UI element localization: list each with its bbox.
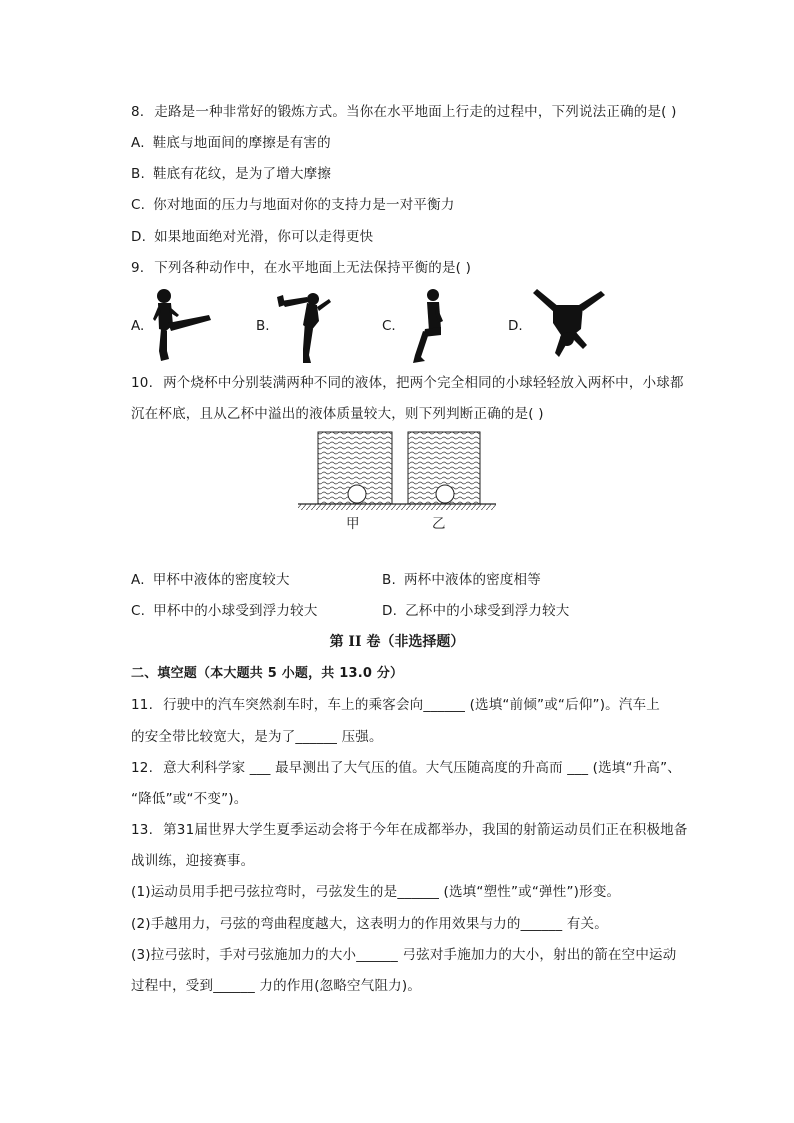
q12-line1	[131, 758, 681, 778]
q8-stem: 走路是一种非常好的锻炼方式。当你在水平地面上行走的过程中，下列说法正确的是( )	[154, 104, 677, 120]
q10-option-a	[131, 570, 290, 590]
q10-option-d	[382, 601, 570, 621]
q9-stem: 下列各种动作中，在水平地面上无法保持平衡的是( )	[154, 260, 472, 276]
option-label: C.	[131, 197, 146, 213]
q10-stem-1: 两个烧杯中分别装满两种不同的液体，把两个完全相同的小球轻轻放入两杯中，小球都	[163, 375, 684, 391]
q10-number: 10.	[131, 375, 154, 391]
q13-line2	[131, 851, 254, 871]
q11-text-2: 的安全带比较宽大，是为了______ 压强。	[131, 729, 383, 745]
option-label: B.	[382, 572, 396, 588]
q9-option-b-label: B.	[256, 318, 270, 334]
ball-jia	[348, 485, 366, 503]
option-label: D.	[382, 603, 398, 619]
q8-option-d	[131, 227, 373, 247]
q13-line1	[131, 820, 688, 840]
option-label: B.	[131, 166, 145, 182]
q13-number: 13.	[131, 822, 154, 838]
option-text: 如果地面绝对光滑，你可以走得更快	[154, 229, 374, 245]
section-heading: 二、填空题（本大题共 5 小题，共 13.0 分）	[131, 666, 404, 681]
option-text: 鞋底有花纹，是为了增大摩擦	[152, 166, 332, 182]
q12-number: 12.	[131, 760, 154, 776]
q13-text-1: 第31届世界大学生夏季运动会将于今年在成都举办，我国的射箭运动员们正在积极地备	[163, 822, 688, 838]
q10-option-c	[131, 601, 318, 621]
q9-option-c-label: C.	[382, 318, 396, 334]
q13-sub1: (1)运动员用手把弓弦拉弯时，弓弦发生的是______ (选填“塑性”或“弹性”)形变。	[131, 884, 621, 900]
q12-line2	[131, 789, 247, 809]
option-label: A.	[131, 135, 145, 151]
beaker-diagram	[298, 430, 498, 512]
q8-option-c	[131, 195, 455, 215]
option-text: 你对地面的压力与地面对你的支持力是一对平衡力	[153, 197, 455, 213]
q11-line1	[131, 695, 660, 715]
option-text: 甲杯中液体的密度较大	[152, 572, 290, 588]
q12-text-2: “降低”或“不变”)。	[131, 791, 248, 807]
q9-figure-row	[131, 285, 631, 365]
q11-text-1: 行驶中的汽车突然刹车时，车上的乘客会向______ (选填“前倾”或“后仰”)。汽车上	[163, 697, 660, 713]
q12-text-1: 意大利科学家 ___ 最早测出了大气压的值。大气压随高度的升高而 ___ (选填“升高”、	[163, 760, 681, 776]
dancer-figure-icon	[273, 285, 339, 365]
q9-option-a-label: A.	[131, 318, 145, 334]
breakdance-figure-icon	[531, 287, 607, 361]
q8-number: 8.	[131, 104, 145, 120]
beaker-label-jia: 甲	[346, 516, 360, 532]
sitting-figure-icon	[401, 285, 451, 365]
option-label: A.	[131, 572, 145, 588]
kicking-figure-icon	[149, 285, 215, 365]
option-text: 乙杯中的小球受到浮力较大	[405, 603, 570, 619]
option-text: 甲杯中的小球受到浮力较大	[153, 603, 318, 619]
beaker-label-yi: 乙	[432, 516, 446, 532]
q9-option-d-label: D.	[508, 318, 523, 334]
q13-sub3-line2: 过程中，受到______ 力的作用(忽略空气阻力)。	[131, 978, 422, 994]
q10-option-b	[382, 570, 541, 590]
q10-stem-2: 沉在杯底，且从乙杯中溢出的液体质量较大，则下列判断正确的是( )	[131, 406, 544, 422]
ground-hatch	[298, 504, 496, 510]
option-label: C.	[131, 603, 146, 619]
q9-stem-line	[131, 258, 471, 278]
q8-option-a	[131, 133, 331, 153]
q8-stem-line	[131, 102, 677, 122]
option-text: 鞋底与地面间的摩擦是有害的	[152, 135, 331, 151]
q10-stem-line2	[131, 404, 544, 424]
q8-option-b	[131, 164, 331, 184]
q10-stem-line1	[131, 373, 684, 393]
ball-yi	[436, 485, 454, 503]
q11-number: 11.	[131, 697, 154, 713]
q13-sub2: (2)手越用力，弓弦的弯曲程度越大，这表明力的作用效果与力的______ 有关。	[131, 916, 608, 932]
q11-line2	[131, 727, 383, 747]
q13-text-2: 战训练，迎接赛事。	[131, 853, 255, 869]
q13-sub3-line1: (3)拉弓弦时，手对弓弦施加力的大小______ 弓弦对手施加力的大小，射出的箭在空中运动	[131, 947, 677, 963]
option-label: D.	[131, 229, 147, 245]
option-text: 两杯中液体的密度相等	[403, 572, 541, 588]
q9-number: 9.	[131, 260, 145, 276]
section-title: 第 II 卷（非选择题）	[329, 634, 465, 650]
